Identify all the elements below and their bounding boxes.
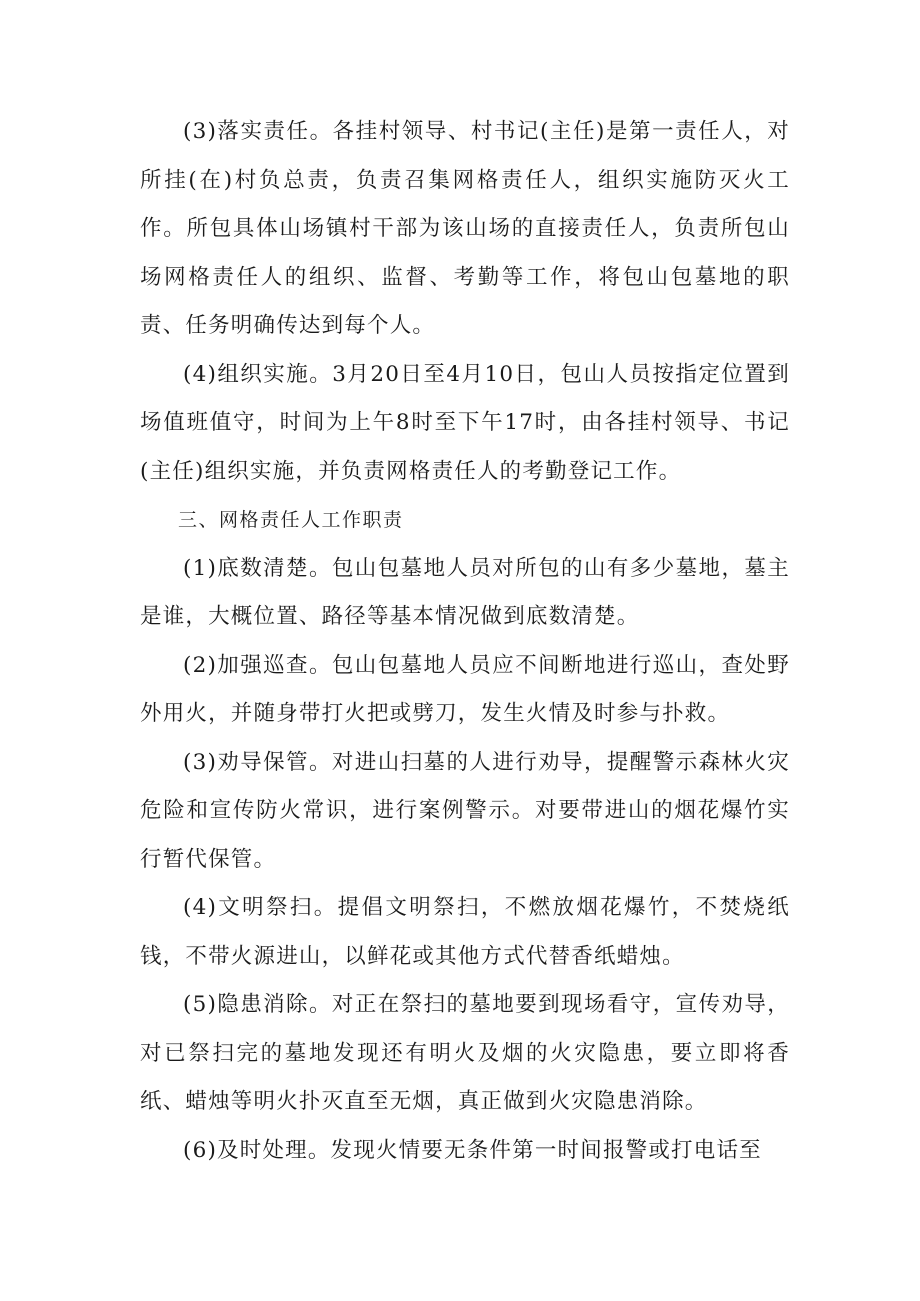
paragraph-organize-implementation: (4)组织实施。3月20日至4月10日，包山人员按指定位置到场值班值守，时间为上午8时至下午17时，由各挂村领导、书记(主任)组织实施，并负责网格责任人的考勤登记工作。 — [140, 361, 790, 484]
paragraph-implement-responsibility: (3)落实责任。各挂村领导、村书记(主任)是第一责任人，对所挂(在)村负总责，负责召集网格责任人，组织实施防灭火工作。所包具体山场镇村干部为该山场的直接责任人，负责所包山场网格责任人的组织、监督、考勤等工作，将包山包墓地的职责、任务明确传达到每个人。 — [140, 119, 790, 338]
duty-item-4: (4)文明祭扫。提倡文明祭扫，不燃放烟花爆竹，不焚烧纸钱，不带火源进山，以鲜花或其他方式代替香纸蜡烛。 — [140, 895, 790, 969]
duty-item-2: (2)加强巡查。包山包墓地人员应不间断地进行巡山，查处野外用火，并随身带打火把或劈刀，发生火情及时参与扑救。 — [140, 652, 790, 726]
section-heading: 三、网格责任人工作职责 — [178, 509, 404, 531]
duty-item-3: (3)劝导保管。对进山扫墓的人进行劝导，提醒警示森林火灾危险和宣传防火常识，进行案例警示。对要带进山的烟花爆竹实行暂代保管。 — [140, 749, 790, 872]
document-body — [140, 108, 790, 1175]
duty-item-1: (1)底数清楚。包山包墓地人员对所包的山有多少墓地，墓主是谁，大概位置、路径等基本情况做到底数清楚。 — [140, 555, 790, 629]
duty-item-5: (5)隐患消除。对正在祭扫的墓地要到现场看守，宣传劝导，对已祭扫完的墓地发现还有明火及烟的火灾隐患，要立即将香纸、蜡烛等明火扑灭直至无烟，真正做到火灾隐患消除。 — [140, 992, 790, 1114]
duty-item-6: (6)及时处理。发现火情要无条件第一时间报警或打电话至 — [183, 1137, 762, 1163]
